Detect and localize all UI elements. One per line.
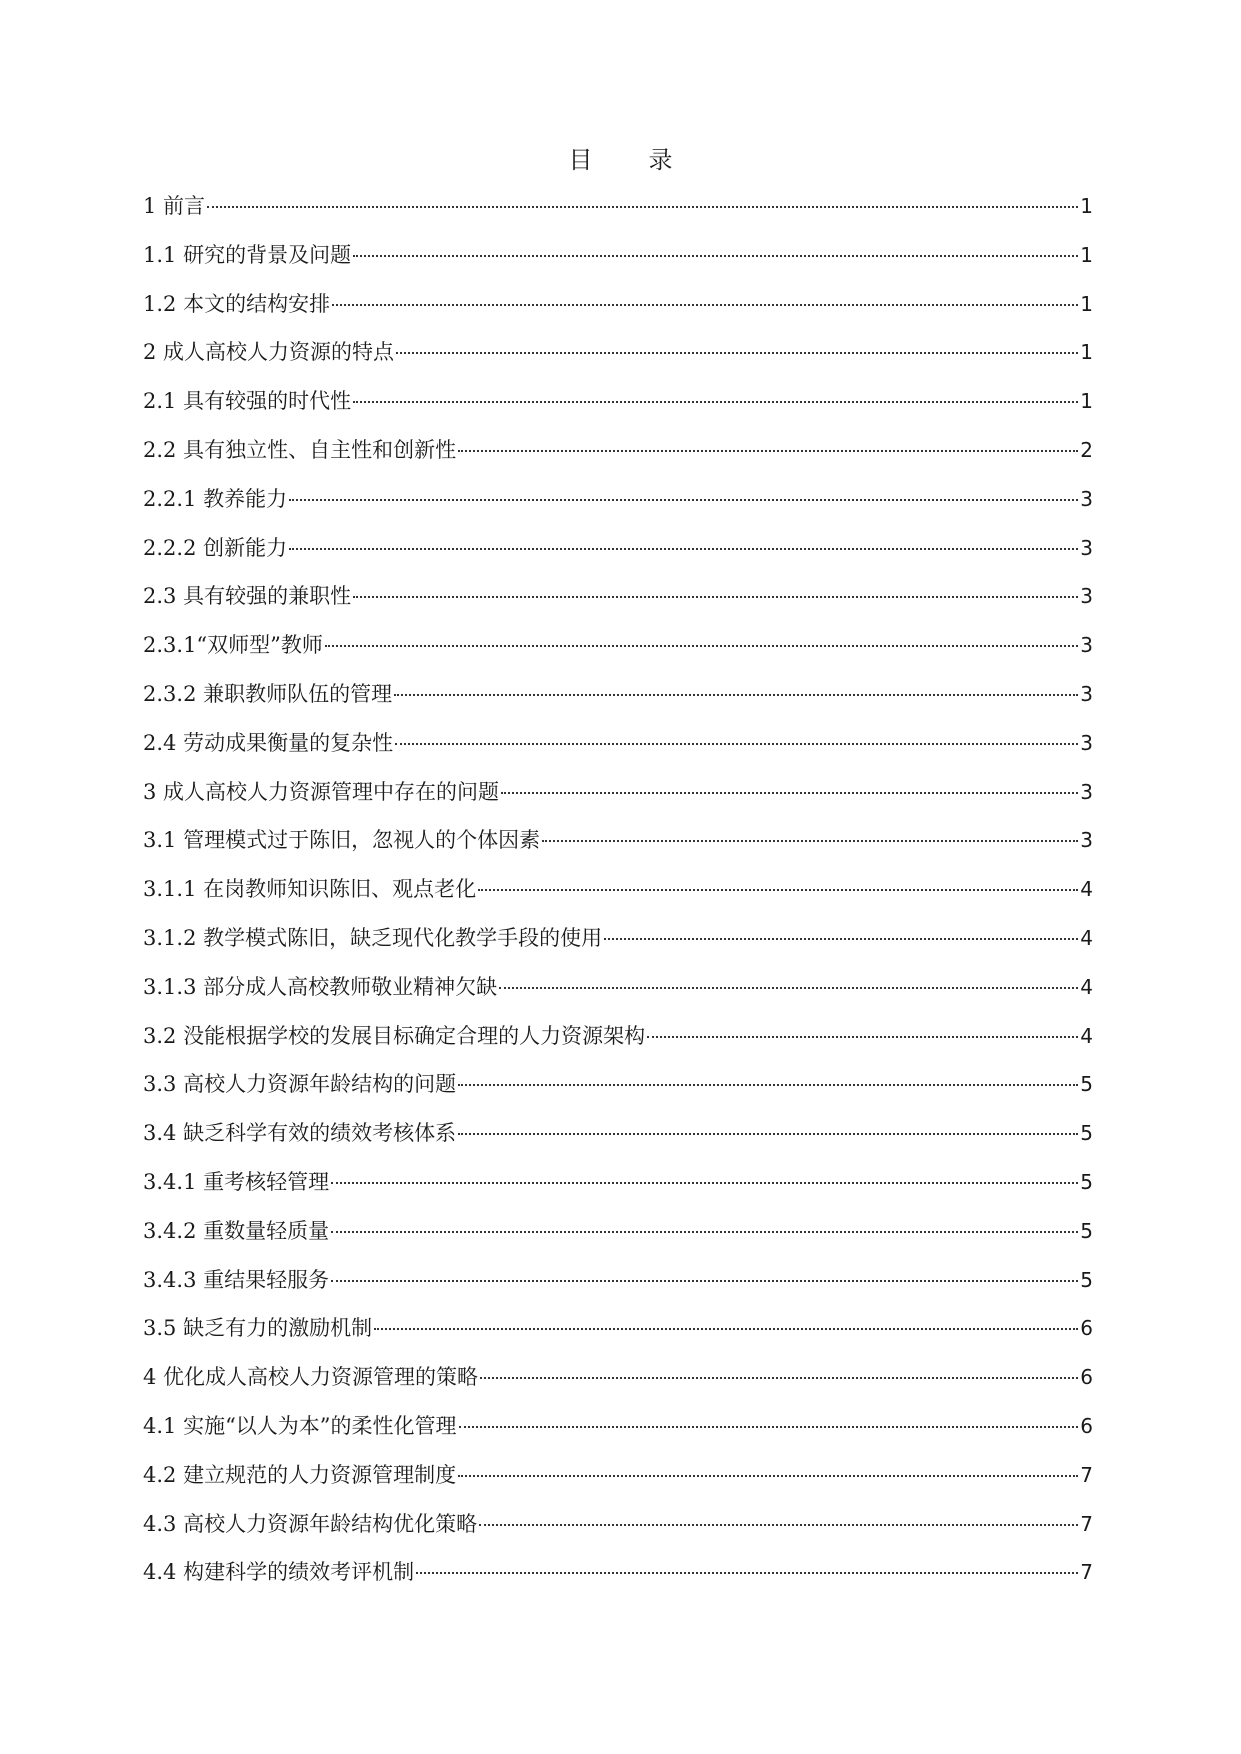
toc-entry[interactable]: [143, 1166, 1093, 1215]
toc-entry-label: 3.4.3 重结果轻服务: [143, 1267, 330, 1292]
toc-entry[interactable]: [143, 1410, 1093, 1459]
toc-entry-label: 2.3.2 兼职教师队伍的管理: [143, 681, 393, 706]
toc-entry-label: 2.2 具有独立性、自主性和创新性: [143, 437, 457, 462]
toc-entry-label: 4.1 实施“以人为本”的柔性化管理: [143, 1413, 457, 1438]
toc-entry-label: 3.1.3 部分成人高校教师敬业精神欠缺: [143, 974, 498, 999]
toc-dot-leader: [458, 1133, 1078, 1135]
toc-page-number: 6: [1080, 1413, 1093, 1438]
toc-page-number: 5: [1080, 1121, 1093, 1146]
toc-page-number: 5: [1080, 1267, 1093, 1292]
toc-entry[interactable]: [143, 1312, 1093, 1361]
toc-entry-label: 3.5 缺乏有力的激励机制: [143, 1316, 373, 1341]
toc-entry-label: 2.2.2 创新能力: [143, 535, 288, 560]
toc-dot-leader: [479, 1524, 1078, 1526]
toc-entry[interactable]: [143, 776, 1093, 825]
toc-entry[interactable]: [143, 288, 1093, 337]
toc-dot-leader: [396, 352, 1078, 354]
toc-dot-leader: [459, 1426, 1079, 1428]
toc-dot-leader: [501, 792, 1078, 794]
toc-entry-label: 3.1 管理模式过于陈旧，忽视人的个体因素: [143, 828, 541, 853]
toc-dot-leader: [353, 255, 1078, 257]
toc-dot-leader: [458, 1475, 1078, 1477]
toc-page-number: 3: [1080, 681, 1093, 706]
toc-dot-leader: [480, 1377, 1078, 1379]
toc-page-number: 3: [1080, 779, 1093, 804]
toc-dot-leader: [394, 694, 1078, 696]
toc-entry-label: 2 成人高校人力资源的特点: [143, 340, 395, 365]
toc-page-number: 7: [1080, 1462, 1093, 1487]
toc-dot-leader: [416, 1572, 1078, 1574]
toc-entry[interactable]: [143, 1068, 1093, 1117]
toc-page-number: 2: [1080, 437, 1093, 462]
toc-page-number: 4: [1080, 877, 1093, 902]
toc-dot-leader: [478, 889, 1078, 891]
toc-page-number: 3: [1080, 730, 1093, 755]
toc-dot-leader: [289, 499, 1078, 501]
toc-title-right: 录: [648, 146, 673, 174]
toc-page-number: 3: [1080, 633, 1093, 658]
toc-entry-label: 2.3.1“双师型”教师: [143, 633, 323, 658]
toc-entry[interactable]: [143, 239, 1093, 288]
toc-entry-label: 3.1.2 教学模式陈旧，缺乏现代化教学手段的使用: [143, 925, 603, 950]
toc-entry-label: 1 前言: [143, 194, 206, 218]
toc-entry-label: 2.4 劳动成果衡量的复杂性: [143, 730, 394, 755]
toc-dot-leader: [332, 304, 1078, 306]
toc-entry[interactable]: [143, 1556, 1093, 1605]
toc-entry[interactable]: [143, 580, 1093, 629]
toc-entry[interactable]: [143, 824, 1093, 873]
toc-page-number: 5: [1080, 1072, 1093, 1097]
toc-entry[interactable]: [143, 922, 1093, 971]
toc-dot-leader: [499, 987, 1078, 989]
toc-entry[interactable]: [143, 678, 1093, 727]
toc-entry-label: 2.3 具有较强的兼职性: [143, 584, 352, 609]
toc-page-number: 7: [1080, 1511, 1093, 1536]
toc-dot-leader: [458, 1084, 1078, 1086]
toc-entry-label: 3.2 没能根据学校的发展目标确定合理的人力资源架构: [143, 1023, 646, 1048]
toc-dot-leader: [353, 401, 1078, 403]
toc-entry-label: 1.1 研究的背景及问题: [143, 242, 352, 267]
toc-page-number: 5: [1080, 1169, 1093, 1194]
toc-dot-leader: [542, 840, 1078, 842]
toc-entry-label: 4.3 高校人力资源年龄结构优化策略: [143, 1511, 478, 1536]
toc-entry[interactable]: [143, 1117, 1093, 1166]
toc-title-left: 目: [568, 146, 593, 174]
toc-entry[interactable]: [143, 434, 1093, 483]
toc-entry[interactable]: [143, 1459, 1093, 1508]
toc-entry-label: 3 成人高校人力资源管理中存在的问题: [143, 779, 500, 804]
toc-dot-leader: [331, 1182, 1078, 1184]
toc-dot-leader: [604, 938, 1078, 940]
toc-page-number: 1: [1080, 194, 1093, 218]
toc-dot-leader: [374, 1328, 1078, 1330]
toc-page-number: 4: [1080, 974, 1093, 999]
toc-entry[interactable]: [143, 336, 1093, 385]
toc-entry[interactable]: [143, 1020, 1093, 1069]
toc-entry-label: 3.1.1 在岗教师知识陈旧、观点老化: [143, 877, 477, 902]
toc-entry-label: 4.2 建立规范的人力资源管理制度: [143, 1462, 457, 1487]
toc-dot-leader: [289, 548, 1078, 550]
toc-dot-leader: [331, 1231, 1078, 1233]
toc-page-number: 6: [1080, 1316, 1093, 1341]
toc-page-number: 4: [1080, 1023, 1093, 1048]
toc-entry[interactable]: [143, 629, 1093, 678]
toc-entry-label: 2.1 具有较强的时代性: [143, 389, 352, 414]
toc-entry[interactable]: [143, 483, 1093, 532]
toc-page-number: 3: [1080, 486, 1093, 511]
toc-list: [143, 190, 1093, 1605]
toc-entry[interactable]: [143, 532, 1093, 581]
toc-entry-label: 1.2 本文的结构安排: [143, 291, 331, 316]
toc-entry[interactable]: [143, 1508, 1093, 1557]
toc-entry-label: 2.2.1 教养能力: [143, 486, 288, 511]
toc-entry[interactable]: [143, 727, 1093, 776]
toc-dot-leader: [207, 206, 1078, 208]
toc-entry[interactable]: [143, 873, 1093, 922]
toc-dot-leader: [647, 1036, 1078, 1038]
toc-page-number: 1: [1080, 242, 1093, 267]
toc-entry-label: 3.4.1 重考核轻管理: [143, 1169, 330, 1194]
toc-entry[interactable]: [143, 1215, 1093, 1264]
toc-page-number: 6: [1080, 1365, 1093, 1390]
toc-page-number: 3: [1080, 535, 1093, 560]
toc-page-number: 1: [1080, 340, 1093, 365]
toc-title: [0, 140, 1241, 175]
toc-entry-label: 3.4.2 重数量轻质量: [143, 1218, 330, 1243]
toc-entry-label: 4 优化成人高校人力资源管理的策略: [143, 1365, 479, 1390]
toc-entry[interactable]: [143, 385, 1093, 434]
toc-entry[interactable]: [143, 190, 1093, 239]
toc-entry-label: 3.4 缺乏科学有效的绩效考核体系: [143, 1121, 457, 1146]
toc-entry[interactable]: [143, 1264, 1093, 1313]
toc-page-number: 4: [1080, 925, 1093, 950]
toc-dot-leader: [458, 450, 1078, 452]
toc-entry-label: 4.4 构建科学的绩效考评机制: [143, 1560, 415, 1585]
toc-page-number: 7: [1080, 1560, 1093, 1585]
toc-page-number: 3: [1080, 828, 1093, 853]
toc-dot-leader: [331, 1280, 1078, 1282]
toc-page-number: 3: [1080, 584, 1093, 609]
toc-dot-leader: [325, 645, 1078, 647]
toc-page-number: 5: [1080, 1218, 1093, 1243]
toc-entry[interactable]: [143, 971, 1093, 1020]
toc-entry-label: 3.3 高校人力资源年龄结构的问题: [143, 1072, 457, 1097]
toc-entry[interactable]: [143, 1361, 1093, 1410]
toc-page-number: 1: [1080, 291, 1093, 316]
toc-page-number: 1: [1080, 389, 1093, 414]
toc-dot-leader: [353, 596, 1078, 598]
toc-dot-leader: [395, 743, 1078, 745]
